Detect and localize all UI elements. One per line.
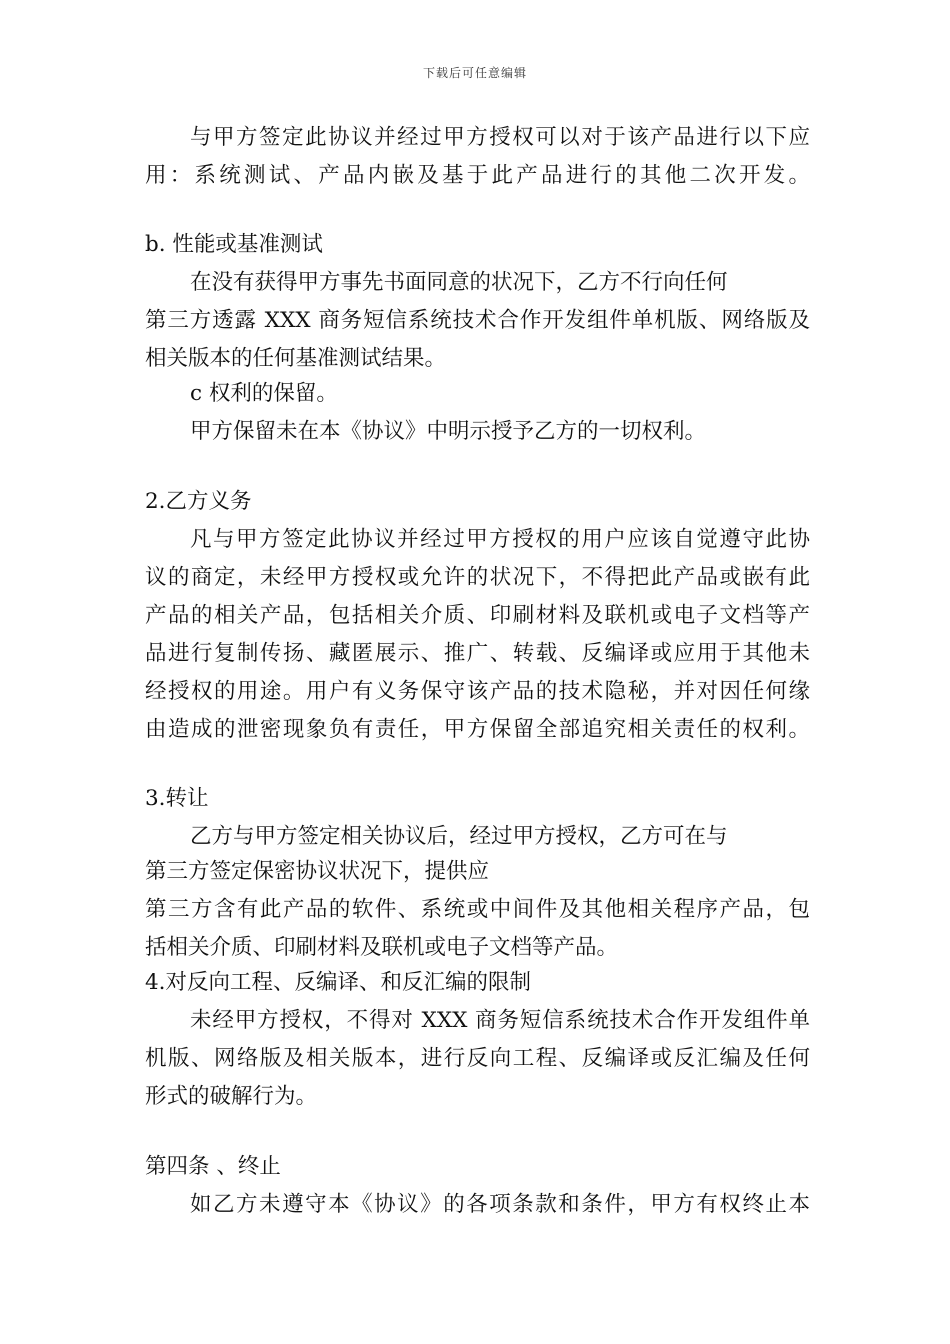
paragraph-line: 经授权的用途。用户有义务保守该产品的技术隐秘，并对因任何缘: [145, 679, 810, 704]
paragraph-line: 机版、网络版及相关版本，进行反向工程、反编译或反汇编及任何: [145, 1046, 810, 1071]
paragraph-line: 未经甲方授权，不得对 XXX 商务短信系统技术合作开发组件单: [190, 1008, 810, 1033]
paragraph-line: 在没有获得甲方事先书面同意的状况下，乙方不行向任何: [190, 270, 728, 295]
section-heading: 2.乙方义务: [145, 489, 252, 514]
paragraph-line: 第三方签定保密协议状况下，提供应: [145, 859, 490, 884]
section-heading: 第四条 、终止: [145, 1154, 281, 1179]
paragraph-line: 凡与甲方签定此协议并经过甲方授权的用户应该自觉遵守此协: [190, 527, 810, 552]
paragraph-line: 产品的相关产品，包括相关介质、印刷材料及联机或电子文档等产: [145, 603, 810, 628]
paragraph-line: 第三方含有此产品的软件、系统或中间件及其他相关程序产品，包: [145, 897, 810, 922]
paragraph-line: 甲方保留未在本《协议》中明示授予乙方的一切权利。: [190, 419, 707, 444]
paragraph-line: 议的商定，未经甲方授权或允许的状况下，不得把此产品或嵌有此: [145, 565, 810, 590]
paragraph-line: 与甲方签定此协议并经过甲方授权可以对于该产品进行以下应: [190, 125, 810, 150]
paragraph-line: 用：系统测试、产品内嵌及基于此产品进行的其他二次开发。: [145, 163, 810, 188]
paragraph-line: 形式的破解行为。: [145, 1084, 318, 1109]
page-header: 下载后可任意编辑: [422, 66, 527, 80]
paragraph-line: 乙方与甲方签定相关协议后，经过甲方授权，乙方可在与: [190, 824, 728, 849]
paragraph-line: 品进行复制传扬、藏匿展示、推广、转载、反编译或应用于其他未: [145, 641, 810, 666]
paragraph-line: 第三方透露 XXX 商务短信系统技术合作开发组件单机版、网络版及: [145, 308, 810, 333]
paragraph-line: 如乙方未遵守本《协议》的各项条款和条件，甲方有权终止本: [190, 1192, 810, 1217]
section-heading: 3.转让: [145, 786, 209, 811]
section-heading: 4.对反向工程、反编译、和反汇编的限制: [145, 970, 532, 995]
section-heading: c 权利的保留。: [190, 381, 338, 406]
paragraph-line: 由造成的泄密现象负有责任，甲方保留全部追究相关责任的权利。: [145, 717, 810, 742]
paragraph-line: 相关版本的任何基准测试结果。: [145, 346, 447, 371]
paragraph-line: 括相关介质、印刷材料及联机或电子文档等产品。: [145, 935, 619, 960]
section-heading: b. 性能或基准测试: [145, 232, 323, 257]
